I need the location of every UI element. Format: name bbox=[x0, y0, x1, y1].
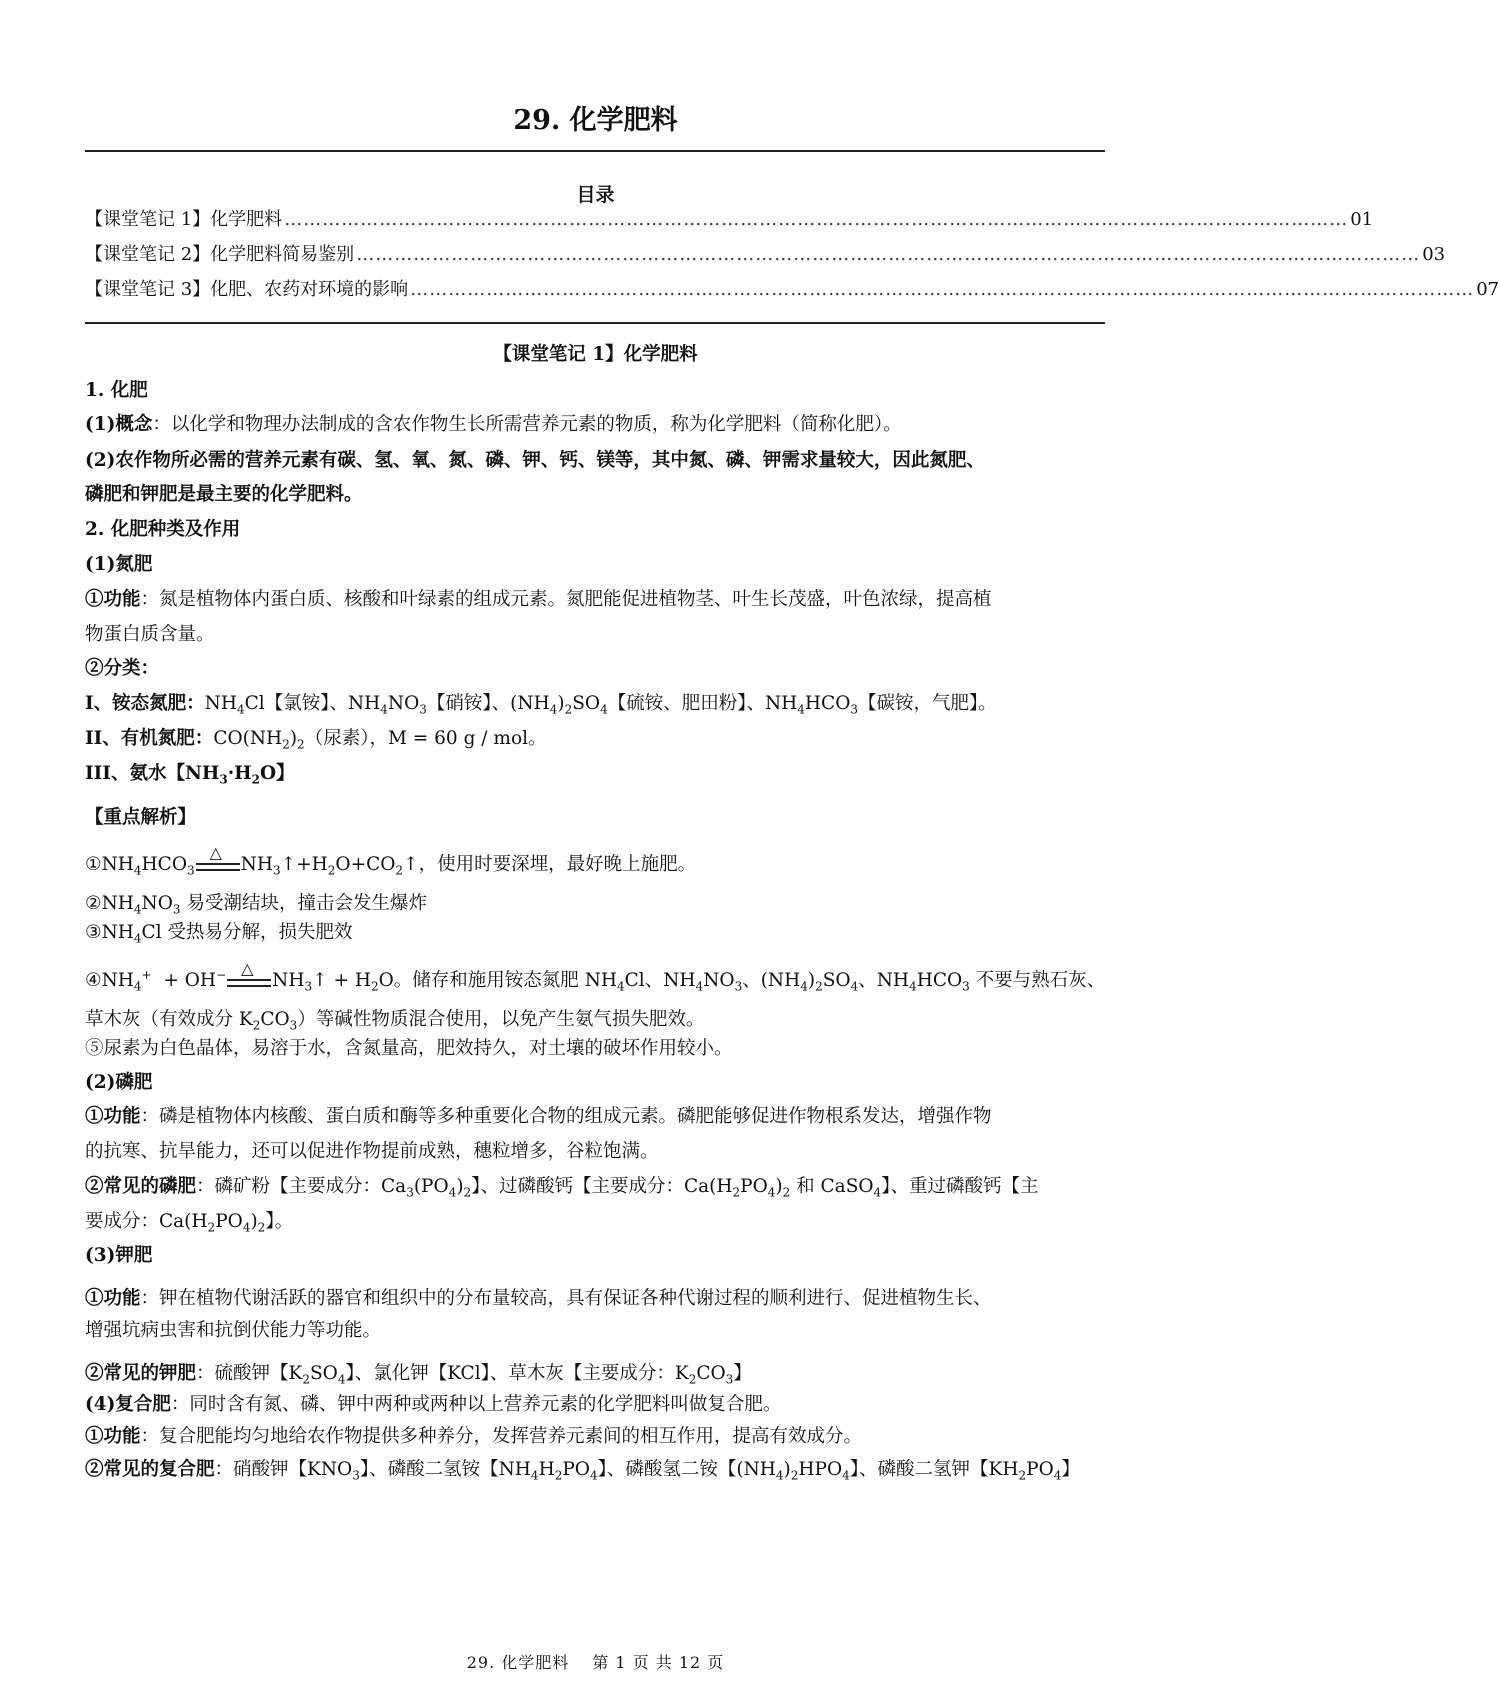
key-point-1: $①NH_4HCO_3$ △ $NH_3↑+H_2O+CO_2↑$，使用时要深埋，最好晚上施肥。 bbox=[85, 843, 697, 878]
key-point-3: $③NH_4Cl$ 受热易分解，损失肥效 bbox=[85, 922, 353, 946]
organic-line: II、有机氮肥：$CO(NH_2)_2$（尿素），M = 60 g / mol。 bbox=[85, 728, 547, 752]
phosphate-function-2: 的抗寒、抗旱能力，还可以促进作物提前成熟，穗粒增多，谷粒饱满。 bbox=[85, 1141, 659, 1162]
toc-leader: …………………………………………………………………………………………………………………………………………………… bbox=[284, 209, 1349, 230]
toc-item[interactable] bbox=[85, 205, 1374, 231]
potash-heading: (3)钾肥 bbox=[85, 1245, 153, 1266]
nitrogen-function-2: 物蛋白质含量。 bbox=[85, 624, 215, 645]
heat-arrow-icon: △ bbox=[196, 858, 240, 872]
nutrients-line-2: 磷肥和钾肥是最主要的化学肥料。 bbox=[85, 484, 363, 505]
page-footer: 29. 化学肥料 第 1 页 共 12 页 bbox=[466, 1653, 725, 1672]
toc-item[interactable] bbox=[85, 240, 1446, 266]
phosphate-function-label: ①功能 bbox=[85, 1106, 141, 1127]
nitrogen-function-label: ①功能 bbox=[85, 589, 141, 610]
compound-label: (4)复合肥 bbox=[85, 1394, 171, 1415]
toc-leader: …………………………………………………………………………………………………………………………………………………… bbox=[410, 279, 1475, 300]
compound-line bbox=[85, 1392, 1110, 1418]
potash-function-2: 增强坑病虫害和抗倒伏能力等功能。 bbox=[85, 1320, 382, 1341]
concept-label: (1)概念 bbox=[85, 414, 153, 435]
phosphate-common-2: 要成分：$Ca(H_2PO_4)_2$】。 bbox=[85, 1211, 294, 1235]
potash-function-label: ①功能 bbox=[85, 1288, 141, 1309]
page-title: 29. 化学肥料 bbox=[513, 105, 678, 136]
divider-top bbox=[85, 150, 1105, 152]
ammonium-line: I、铵态氮肥：$NH_4Cl$【氯铵】、$NH_4NO_3$【硝铵】、$(NH_4)_2SO_4$【硫铵、肥田粉】、$NH_4HCO_3$【碳铵，气肥】。 bbox=[85, 693, 997, 717]
heat-arrow-icon: △ bbox=[227, 974, 271, 988]
key-point-2-text: 易受潮结块，撞击会发生爆炸 bbox=[186, 893, 427, 914]
nitrogen-class-heading: ②分类： bbox=[85, 658, 160, 679]
phosphate-function-1 bbox=[85, 1104, 1110, 1130]
phosphate-common-1: ②常见的磷肥：磷矿粉【主要成分：$Ca_3(PO_4)_2$】、过磷酸钙【主要成分：$Ca(H_2PO_4)_2$ 和 CaSO$_4$】、重过磷酸钙【主 bbox=[85, 1176, 1039, 1200]
phosphate-heading: (2)磷肥 bbox=[85, 1072, 153, 1093]
key-point-1-text: ，使用时要深埋，最好晚上施肥。 bbox=[418, 854, 697, 875]
compound-function-label: ①功能 bbox=[85, 1426, 141, 1447]
organic-label: II、有机氮肥： bbox=[85, 728, 214, 749]
toc-heading: 目录 bbox=[576, 184, 615, 206]
toc-item-label: 【课堂笔记 1】化学肥料 bbox=[85, 209, 283, 230]
key-point-2: $②NH_4NO_3$ 易受潮结块，撞击会发生爆炸 bbox=[85, 893, 427, 917]
compound-text: ：同时含有氮、磷、钾中两种或两种以上营养元素的化学肥料叫做复合肥。 bbox=[170, 1394, 782, 1415]
key-point-3-text: 受热易分解，损失肥效 bbox=[167, 922, 353, 943]
ammonium-label: I、铵态氮肥： bbox=[85, 693, 205, 714]
potash-function-text: ：钾在植物代谢活跃的器官和组织中的分布量较高，具有保证各种代谢过程的顺利进行、促进植物生长、 bbox=[140, 1288, 992, 1309]
compound-common: ②常见的复合肥：硝酸钾【$KNO_3$】、磷酸二氢铵【$NH_4H_2PO_4$】、磷酸氢二铵【$(NH_4)_2HPO_4$】、磷酸二氢钾【$KH_2PO_4$】 bbox=[85, 1459, 1080, 1483]
key-points-heading: 【重点解析】 bbox=[85, 807, 197, 828]
toc-item[interactable] bbox=[85, 275, 1499, 301]
concept-line bbox=[85, 412, 1110, 438]
key-point-5: ⑤尿素为白色晶体，易溶于水，含氮量高，肥效持久，对土壤的破坏作用较小。 bbox=[85, 1038, 733, 1059]
phosphate-common-label: ②常见的磷肥 bbox=[85, 1176, 197, 1197]
compound-common-label: ②常见的复合肥 bbox=[85, 1459, 215, 1480]
compound-function-text: ：复合肥能均匀地给农作物提供多种养分，发挥营养元素间的相互作用，提高有效成分。 bbox=[140, 1426, 863, 1447]
toc-item-label: 【课堂笔记 2】化学肥料简易鉴别 bbox=[85, 244, 355, 265]
nitrogen-heading: (1)氮肥 bbox=[85, 554, 153, 575]
toc-item-label: 【课堂笔记 3】化肥、农药对环境的影响 bbox=[85, 279, 409, 300]
section-title: 【课堂笔记 1】化学肥料 bbox=[493, 344, 698, 365]
phosphate-function-text: ：磷是植物体内核酸、蛋白质和酶等多种重要化合物的组成元素。磷肥能够促进作物根系发达，增强作物 bbox=[140, 1106, 992, 1127]
toc-item-page: 07 bbox=[1476, 279, 1499, 300]
key-point-4-text: 不要与熟石灰、 bbox=[975, 970, 1106, 991]
nitrogen-function-text: ：氮是植物体内蛋白质、核酸和叶绿素的组成元素。氮肥能促进植物茎、叶生长茂盛，叶色浓绿，提高植 bbox=[140, 589, 992, 610]
toc-leader: …………………………………………………………………………………………………………………………………………………… bbox=[356, 244, 1421, 265]
potash-common: ②常见的钾肥：硫酸钾【$K_2SO_4$】、氯化钾【KCl】、草木灰【主要成分：$K_2CO_3$】 bbox=[85, 1363, 752, 1387]
toc-item-page: 03 bbox=[1422, 244, 1446, 265]
heading-2: 2. 化肥种类及作用 bbox=[85, 519, 241, 540]
compound-function bbox=[85, 1424, 1110, 1450]
nutrients-line-1: (2)农作物所必需的营养元素有碳、氢、氧、氮、磷、钾、钙、镁等，其中氮、磷、钾需求量较大，因此氮肥、 bbox=[85, 450, 985, 471]
concept-text: ：以化学和物理办法制成的含农作物生长所需营养元素的物质，称为化学肥料（简称化肥）。 bbox=[152, 414, 902, 435]
key-point-4: $④NH_4^+ + OH^-$ △ $NH_3↑ + H_2O$。储存和施用铵态氮肥 $NH_4Cl$、$NH_4NO_3$、$(NH_4)_2SO_4$、$NH_4HCO_3$ 不要与熟石灰、 bbox=[85, 959, 1106, 994]
toc-item-page: 01 bbox=[1350, 209, 1374, 230]
key-point-4-line-2-text: ）等碱性物质混合使用，以免产生氨气损失肥效。 bbox=[297, 1009, 705, 1030]
ammonia-water-label: III、氨水【 bbox=[85, 763, 185, 784]
potash-common-label: ②常见的钾肥 bbox=[85, 1363, 197, 1384]
ammonia-water-line: III、氨水【$NH_3\cdot H_2O$】 bbox=[85, 763, 295, 787]
nitrogen-function-1 bbox=[85, 587, 1110, 613]
key-point-4-line-2: 草木灰（有效成分 $K_2CO_3$）等碱性物质混合使用，以免产生氨气损失肥效。 bbox=[85, 1009, 705, 1033]
divider-bottom bbox=[85, 322, 1105, 324]
potash-function-1 bbox=[85, 1286, 1110, 1312]
heading-1: 1. 化肥 bbox=[85, 380, 148, 401]
